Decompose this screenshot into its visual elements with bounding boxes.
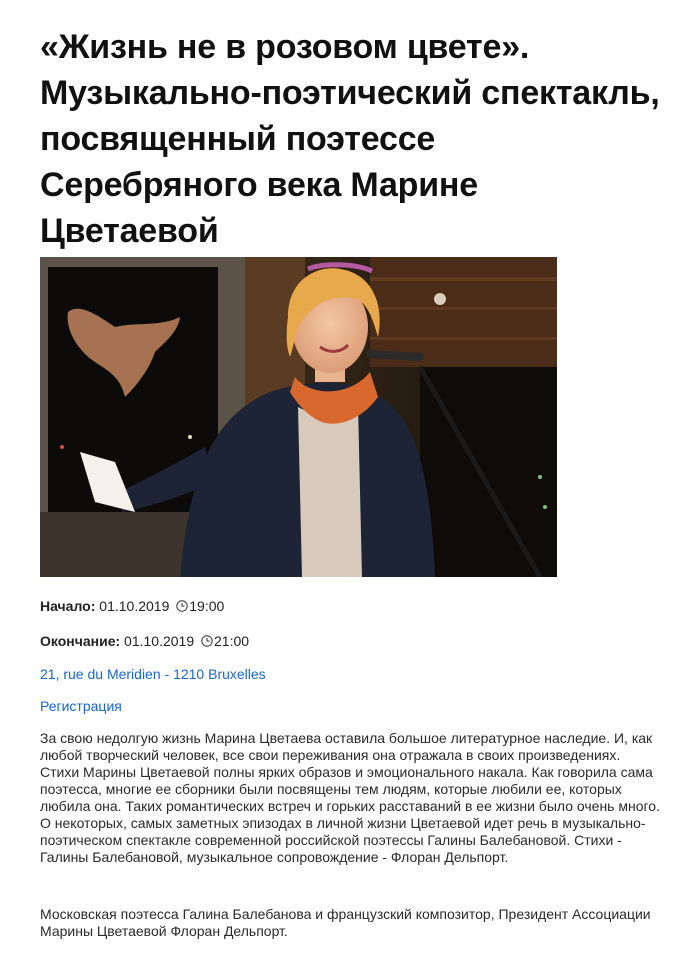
end-label: Окончание: xyxy=(40,633,121,649)
end-date: 01.10.2019 xyxy=(124,633,195,649)
event-photo xyxy=(40,257,557,577)
end-row xyxy=(40,633,249,649)
event-description: За свою недолгую жизнь Марина Цветаева оставила большое литературное наследие. И, как любой творческий человек, все свои переживания она отражала в своих произведениях. Стихи Марины Цветаевой полны ярких образов и эмоционального накала. Как говорила сама поэтесса, многие ее сборники были посвящены тем людям, которые любили ее, которых любила она. Таких романтических встреч и горьких расставаний в ее жизни было очень много. О некоторых, самых заметных эпизодах в личной жизни Цветаевой идет речь в музыкально-поэтическом спектакле современной российской поэтессы Галины Балебановой. Стихи - Галины Балебановой, музыкальное сопровождение - Флоран Дельпорт. xyxy=(40,730,660,865)
end-time: 21:00 xyxy=(214,633,250,649)
start-row xyxy=(40,598,224,614)
event-title: «Жизнь не в розовом цвете». Музыкально-поэтический спектакль, посвященный поэтессе Серебряного века Марине Цветаевой xyxy=(40,28,660,250)
event-note: Московская поэтесса Галина Балебанова и французский композитор, Президент Ассоциации Марины Цветаевой Флоран Дельпорт. xyxy=(40,906,651,939)
start-date: 01.10.2019 xyxy=(99,598,170,614)
start-label: Начало: xyxy=(40,598,96,614)
registration-link[interactable]: Регистрация xyxy=(40,698,122,714)
clock-icon xyxy=(176,600,188,612)
clock-icon xyxy=(201,635,213,647)
address-link[interactable]: 21, rue du Meridien - 1210 Bruxelles xyxy=(40,666,266,682)
start-time: 19:00 xyxy=(189,598,225,614)
